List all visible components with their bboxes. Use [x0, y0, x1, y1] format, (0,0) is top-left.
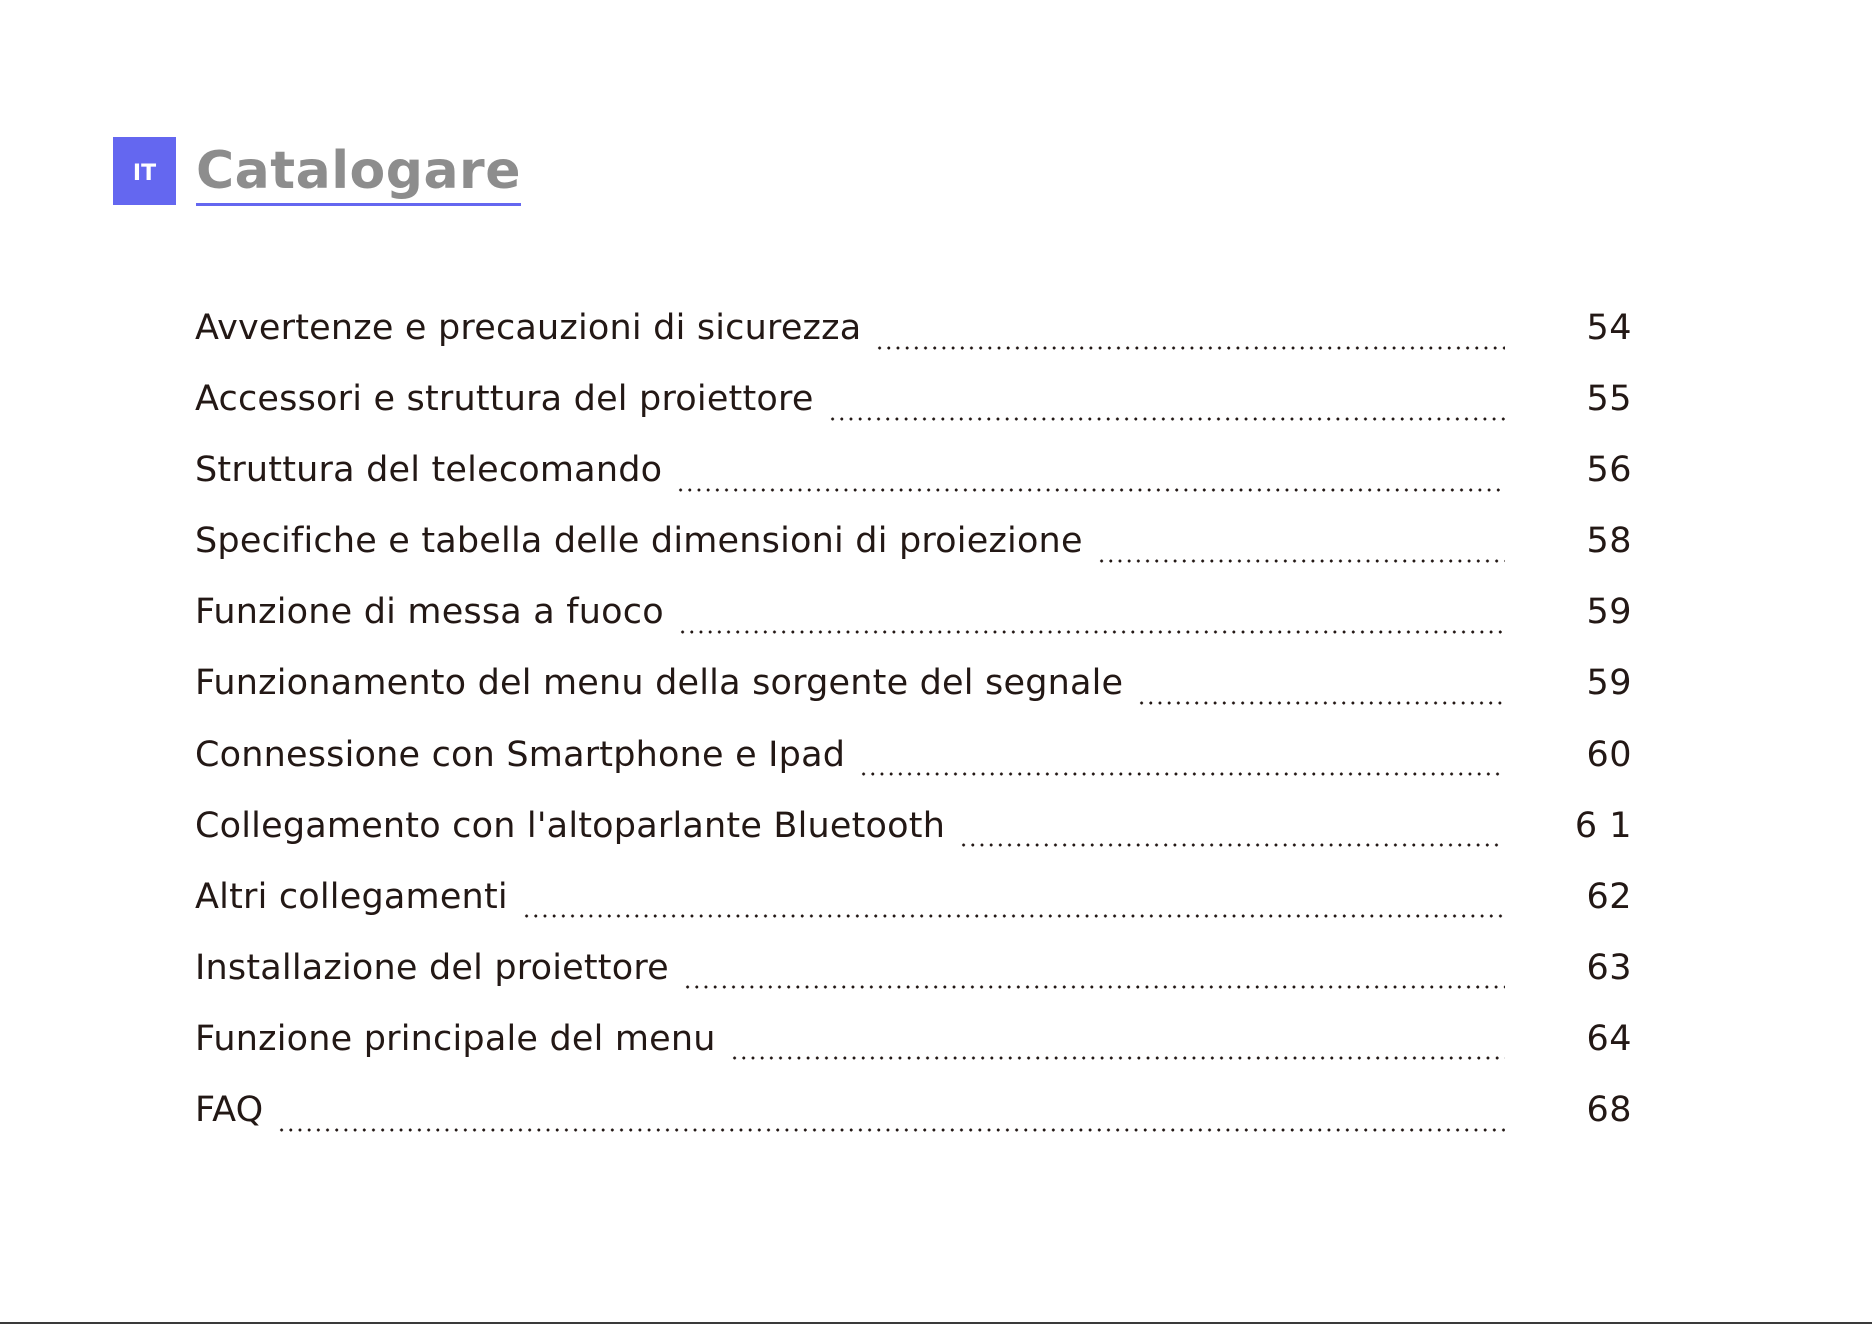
toc-entry-title: Connessione con Smartphone e Ipad	[195, 734, 846, 775]
dot-leader	[859, 772, 1505, 776]
toc-entry-page: 54	[1586, 308, 1632, 348]
dot-leader	[1097, 559, 1505, 563]
toc-entry[interactable]	[195, 735, 1632, 806]
toc-entry-page: 64	[1586, 1018, 1632, 1059]
toc-entry-title: Avvertenze e precauzioni di sicurezza	[195, 308, 862, 348]
toc-entry[interactable]	[195, 877, 1632, 948]
page-title: Catalogare	[196, 141, 521, 201]
dot-leader	[828, 417, 1505, 421]
toc-entry-title: Specifiche e tabella delle dimensioni di proiezione	[195, 521, 1083, 562]
toc-entry-page: 6 1	[1574, 805, 1632, 846]
toc-entry-page: 62	[1586, 876, 1632, 917]
toc-entry[interactable]	[195, 308, 1632, 379]
toc-entry-page: 56	[1586, 450, 1632, 491]
title-underline	[196, 203, 521, 206]
language-badge: IT	[113, 137, 176, 205]
dot-leader	[277, 1128, 1505, 1132]
toc-entry[interactable]	[195, 806, 1632, 877]
toc-entry-title: Struttura del telecomando	[195, 450, 663, 491]
toc-entry-page: 55	[1586, 379, 1632, 420]
dot-leader	[730, 1056, 1505, 1060]
toc-entry[interactable]	[195, 450, 1632, 521]
toc-entry-title: Altri collegamenti	[195, 876, 508, 917]
dot-leader	[959, 843, 1503, 847]
title-block	[196, 137, 521, 207]
dot-leader	[676, 488, 1505, 492]
toc-entry[interactable]	[195, 1090, 1632, 1161]
toc-entry-page: 59	[1586, 592, 1632, 633]
table-of-contents	[195, 308, 1632, 1161]
toc-entry[interactable]	[195, 592, 1632, 663]
toc-entry-title: FAQ	[195, 1090, 264, 1131]
toc-entry-page: 63	[1586, 947, 1632, 988]
toc-entry-page: 58	[1586, 521, 1632, 562]
dot-leader	[522, 914, 1505, 918]
toc-entry-title: Funzione principale del menu	[195, 1018, 716, 1059]
dot-leader	[1137, 701, 1505, 705]
toc-entry-page: 59	[1586, 663, 1632, 704]
dot-leader	[683, 985, 1505, 989]
toc-entry[interactable]	[195, 1019, 1632, 1090]
toc-entry-title: Accessori e struttura del proiettore	[195, 379, 814, 420]
toc-entry-page: 68	[1586, 1090, 1632, 1131]
toc-entry-title: Installazione del proiettore	[195, 947, 669, 988]
page-header	[113, 137, 521, 207]
toc-entry-title: Collegamento con l'altoparlante Bluetooth	[195, 805, 946, 846]
toc-entry[interactable]	[195, 521, 1632, 592]
toc-entry-page: 60	[1586, 734, 1632, 775]
toc-entry[interactable]	[195, 948, 1632, 1019]
dot-leader	[678, 630, 1505, 634]
toc-entry[interactable]	[195, 663, 1632, 734]
toc-entry-title: Funzionamento del menu della sorgente del segnale	[195, 663, 1124, 704]
toc-entry-title: Funzione di messa a fuoco	[195, 592, 664, 633]
dot-leader	[875, 346, 1505, 350]
toc-entry[interactable]	[195, 379, 1632, 450]
